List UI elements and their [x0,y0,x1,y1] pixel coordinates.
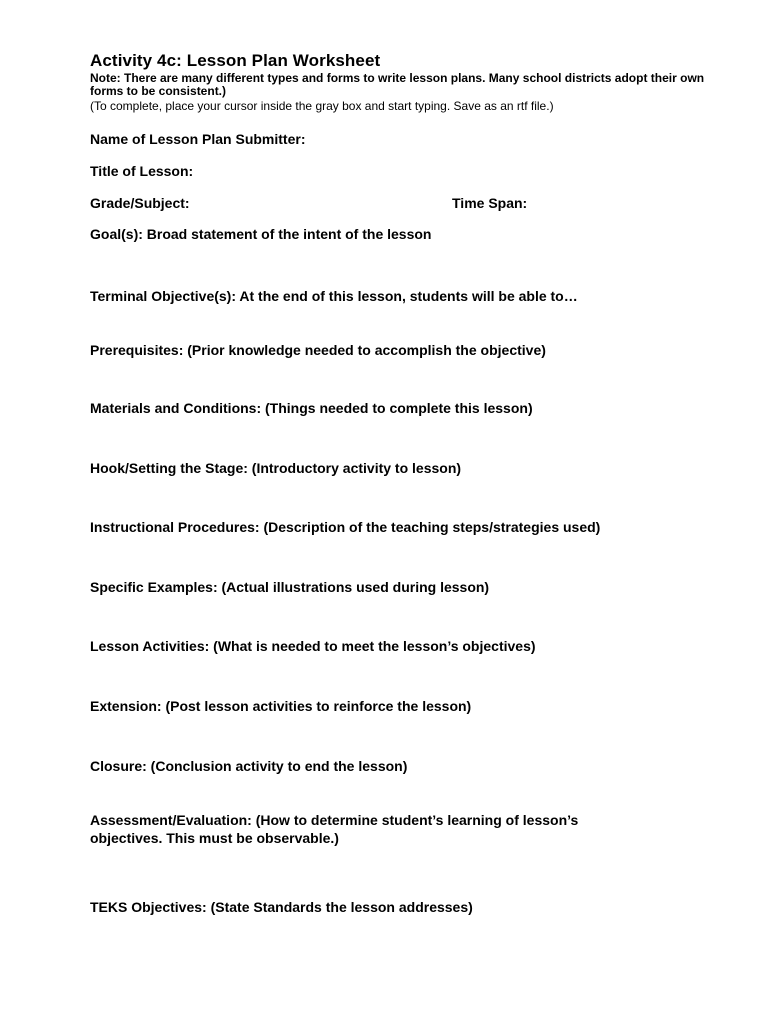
time-span-label: Time Span: [452,195,528,211]
worksheet-title: Activity 4c: Lesson Plan Worksheet [90,51,381,70]
terminal-objectives-label: Terminal Objective(s): At the end of this lesson, students will be able to… [90,288,578,304]
note-text: Note: There are many different types and forms to write lesson plans. Many school districts adopt their own forms to be consistent.) [90,71,705,98]
instructional-procedures-label: Instructional Procedures: (Description of the teaching steps/strategies used) [90,519,601,535]
extension-label: Extension: (Post lesson activities to reinforce the lesson) [90,698,472,714]
assessment-label: Assessment/Evaluation: (How to determine student’s learning of lesson’s objectives. This must be observable.) [90,812,579,846]
submitter-label: Name of Lesson Plan Submitter: [90,131,306,147]
goals-label: Goal(s): Broad statement of the intent of the lesson [90,226,432,242]
hook-label: Hook/Setting the Stage: (Introductory activity to lesson) [90,460,462,476]
lesson-activities-label: Lesson Activities: (What is needed to meet the lesson’s objectives) [90,638,536,654]
materials-label: Materials and Conditions: (Things needed to complete this lesson) [90,400,533,416]
instructions-text: (To complete, place your cursor inside the gray box and start typing. Save as an rtf file.) [90,99,554,113]
lesson-title-label: Title of Lesson: [90,163,194,179]
specific-examples-label: Specific Examples: (Actual illustrations used during lesson) [90,579,490,595]
prerequisites-label: Prerequisites: (Prior knowledge needed to accomplish the objective) [90,342,546,358]
closure-label: Closure: (Conclusion activity to end the lesson) [90,758,408,774]
grade-subject-label: Grade/Subject: [90,195,190,211]
teks-objectives-label: TEKS Objectives: (State Standards the lesson addresses) [90,899,473,915]
